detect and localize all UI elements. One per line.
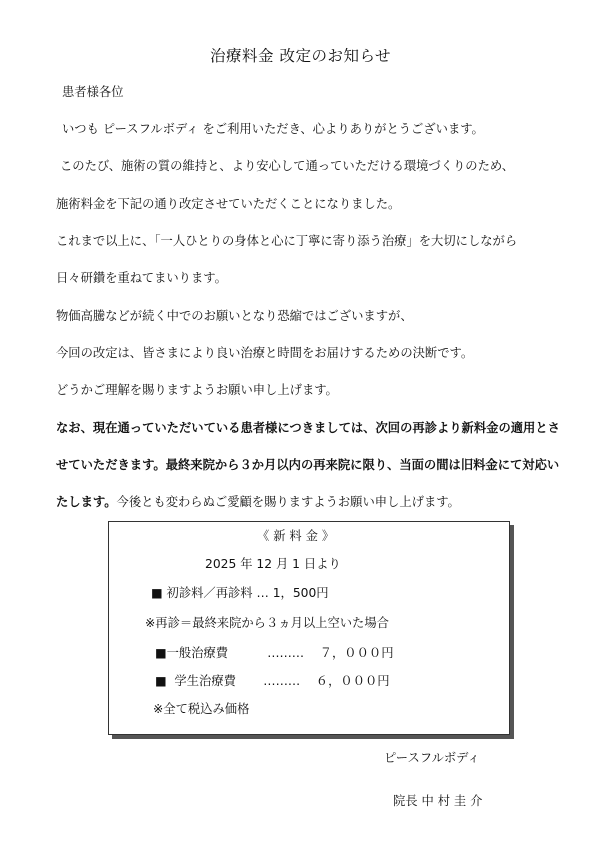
bold-notice-line: せていただきます。最終来院から３か月以内の再来院に限り、当面の間は旧料金にて対応い [56,458,560,472]
student-fee: ■ 学生治療費 ……… ６，０００円 [155,674,390,688]
paragraph-line: 今回の改定は、皆さまにより良い治療と時間をお届けするための決断です。 [56,346,474,360]
general-fee: ■一般治療費 ……… ７，０００円 [155,646,394,660]
revisit-note: ※再診＝最終来院から３ヵ月以上空いた場合 [145,616,389,630]
greeting: 患者様各位 [62,85,124,99]
pricing-box [108,521,510,735]
tax-note: ※全て税込み価格 [153,702,250,716]
clinic-name: ピースフルボディ [384,751,480,765]
paragraph-line: このたび、施術の質の維持と、より安心して通っていただける環境づくりのため、 [60,159,515,173]
effective-date: 2025 年 12 月 1 日より [205,557,341,571]
bold-notice-tail: たします。 [56,495,117,509]
bold-notice-line: なお、現在通っていただいている患者様につきましては、次回の再診より新料金の適用とさ [56,421,560,435]
paragraph-line: いつも ピースフルボディ をご利用いただき、心よりありがとうございます。 [62,122,484,136]
first-visit-fee: ■ 初診料／再診料 … 1，500円 [151,586,329,600]
pricing-heading: 《 新 料 金 》 [257,529,335,543]
page-title: 治療料金 改定のお知らせ [210,47,391,65]
closing-text: 今後とも変わらぬご愛顧を賜りますようお願い申し上げます。 [116,495,460,509]
director-name: 院長 中 村 圭 介 [393,794,483,808]
paragraph-line: これまで以上に、「一人ひとりの身体と心に丁寧に寄り添う治療」を大切にしながら [56,234,518,248]
paragraph-line: 物価高騰などが続く中でのお願いとなり恐縮ではございますが、 [56,309,413,323]
paragraph-line: 施術料金を下記の通り改定させていただくことになりました。 [56,197,401,211]
paragraph-line: 日々研鑽を重ねてまいります。 [56,271,227,285]
paragraph-line: どうかご理解を賜りますようお願い申し上げます。 [56,383,338,397]
closing-line [56,494,460,510]
